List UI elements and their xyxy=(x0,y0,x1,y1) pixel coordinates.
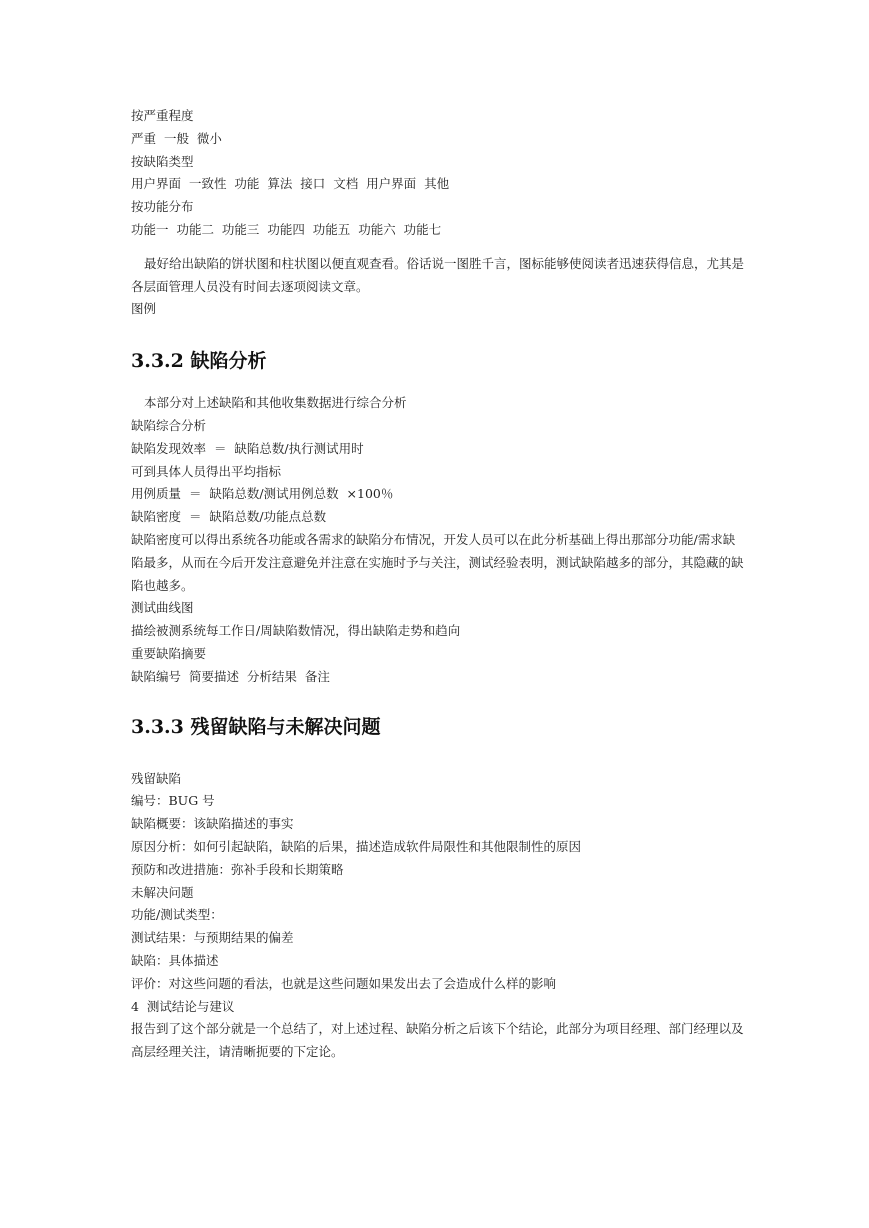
conclusion-paragraph: 报告到了这个部分就是一个总结了，对上述过程、缺陷分析之后该下个结论，此部分为项目经理、部门经理以及高层经理关注，请清晰扼要的下定论。 xyxy=(131,1021,744,1060)
unresolved-test-type: 功能/测试类型： xyxy=(131,907,223,923)
analysis-summary-title: 缺陷综合分析 xyxy=(131,417,207,433)
chart-note-paragraph: 最好给出缺陷的饼状图和柱状图以便直观查看。俗话说一图胜千言，图标能够使阅读者迅速获得信息，尤其是各层面管理人员没有时间去逐项阅读文章。 xyxy=(131,255,745,294)
unresolved-defect: 缺陷：具体描述 xyxy=(131,952,219,968)
residual-prevention: 预防和改进措施：弥补手段和长期策略 xyxy=(131,861,344,877)
type-title: 按缺陷类型 xyxy=(131,153,194,169)
heading-residual-defects: 3.3.3 残留缺陷与未解决问题 xyxy=(131,715,381,738)
severity-title: 按严重程度 xyxy=(131,108,194,123)
density-formula: 缺陷密度 ＝ 缺陷总数/功能点总数 xyxy=(131,509,327,525)
unresolved-test-result: 测试结果：与预期结果的偏差 xyxy=(131,930,294,946)
severity-items: 严重 一般 微小 xyxy=(131,130,222,146)
residual-title: 残留缺陷 xyxy=(131,770,182,786)
important-defects-title: 重要缺陷摘要 xyxy=(131,645,207,661)
density-paragraph: 缺陷密度可以得出系统各功能或各需求的缺陷分布情况，开发人员可以在此分析基础上得出那部分功能/需求缺陷最多，从而在今后开发注意避免并注意在实施时予与关注，测试经验表明，测试缺陷越多的部分，其隐藏的缺陷也越多。 xyxy=(131,531,744,593)
important-defects-columns: 缺陷编号 简要描述 分析结果 备注 xyxy=(131,668,330,684)
residual-summary: 缺陷概要：该缺陷描述的事实 xyxy=(131,816,294,832)
case-quality-formula: 用例质量 ＝ 缺陷总数/测试用例总数 ×100％ xyxy=(131,486,394,502)
function-title: 按功能分布 xyxy=(131,199,194,215)
function-items: 功能一 功能二 功能三 功能四 功能五 功能六 功能七 xyxy=(131,221,442,237)
heading-defect-analysis: 3.3.2 缺陷分析 xyxy=(131,350,267,373)
spacer xyxy=(131,242,746,253)
curve-title: 测试曲线图 xyxy=(131,600,194,616)
residual-cause: 原因分析：如何引起缺陷，缺陷的后果，描述造成软件局限性和其他限制性的原因 xyxy=(131,838,582,854)
residual-bug-number: 编号：BUG 号 xyxy=(131,793,215,809)
unresolved-evaluation: 评价：对这些问题的看法，也就是这些问题如果发出去了会造成什么样的影响 xyxy=(131,975,557,991)
unresolved-title: 未解决问题 xyxy=(131,884,194,900)
curve-description: 描绘被测系统每工作日/周缺陷数情况，得出缺陷走势和趋向 xyxy=(131,623,461,639)
type-items: 用户界面 一致性 功能 算法 接口 文档 用户界面 其他 xyxy=(131,176,450,192)
document-page xyxy=(131,105,746,1064)
analysis-intro: 本部分对上述缺陷和其他收集数据进行综合分析 xyxy=(144,395,407,411)
conclusion-heading: 4 测试结论与建议 xyxy=(131,998,235,1014)
legend-label: 图例 xyxy=(131,301,157,317)
efficiency-note: 可到具体人员得出平均指标 xyxy=(131,463,282,479)
efficiency-formula: 缺陷发现效率 ＝ 缺陷总数/执行测试用时 xyxy=(131,440,364,456)
